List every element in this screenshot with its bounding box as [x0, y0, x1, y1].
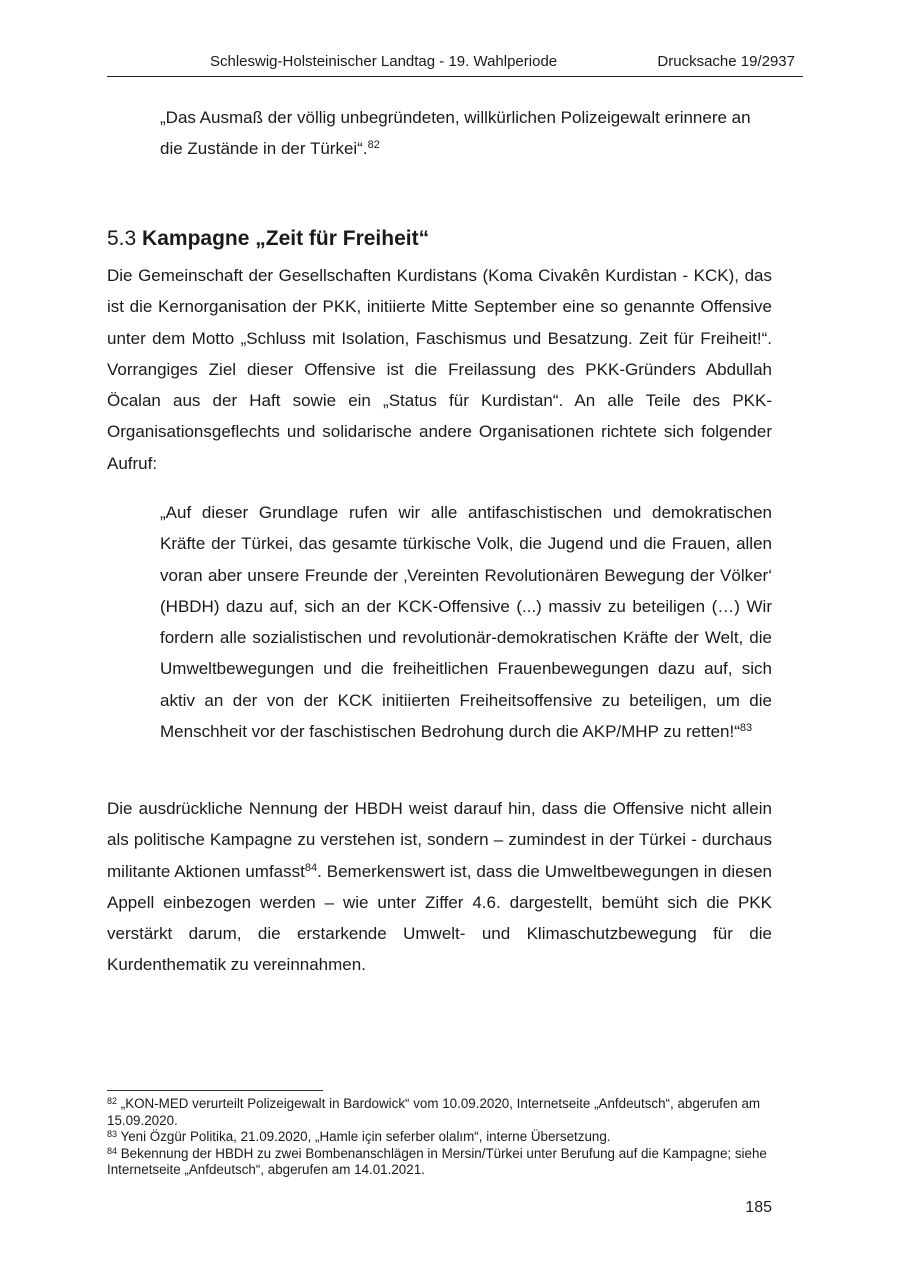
body-paragraph-1: Die Gemeinschaft der Gesellschaften Kurdistans (Koma Civakên Kurdistan - KCK), das ist die Kernorganisation der PKK, initiierte Mitte September eine so genannte Offensive unter dem Motto „Schluss mit Isolation, Faschismus und Besatzung. Zeit für Freiheit!“. Vorrangiges Ziel dieser Offensive ist die Freilassung des PKK-Gründers Abdullah Öcalan aus der Haft sowie ein „Status für Kurdistan“. An alle Teile des PKK-Organisationsgeflechts und solidarische andere Organisationen richtete sich folgender Aufruf:	[107, 266, 772, 473]
intro-quote	[160, 102, 772, 165]
footnote-number: 83	[107, 1129, 118, 1139]
page-header	[107, 52, 803, 77]
footnote-83	[107, 1129, 772, 1146]
header-document-reference: Drucksache 19/2937	[657, 53, 795, 70]
page-number: 185	[745, 1199, 772, 1216]
footnote-text: Yeni Özgür Politika, 21.09.2020, „Hamle için seferber olalım“, interne Übersetzung.	[120, 1129, 611, 1144]
body-paragraph-2-part1: Die ausdrückliche Nennung der HBDH weist darauf hin, dass die Offensive nicht allein als politische Kampagne zu verstehen ist, sondern – zumindest in der Türkei - durchaus militante Aktionen umfasst	[107, 799, 772, 881]
footnote-ref-82[interactable]: 82	[367, 139, 380, 152]
footnote-82	[107, 1096, 772, 1129]
footnote-ref-83[interactable]: 83	[739, 722, 753, 735]
footnote-text: „KON-MED verurteilt Polizeigewalt in Bardowick“ vom 10.09.2020, Internetseite „Anfdeutsch“, abgerufen am 15.09.2020.	[107, 1096, 761, 1128]
footnote-number: 84	[107, 1145, 118, 1156]
footnotes	[107, 1096, 772, 1179]
footnote-text: Bekennung der HBDH zu zwei Bombenanschlägen in Mersin/Türkei unter Berufung auf die Kampagne; siehe Internetseite „Anfdeutsch“, abgerufen am 14.01.2021.	[107, 1145, 767, 1177]
section-number: 5.3	[107, 227, 137, 250]
footnote-number: 82	[107, 1096, 118, 1106]
section-heading	[107, 225, 429, 253]
call-quote	[160, 497, 772, 747]
body-paragraph-2	[107, 793, 772, 981]
header-title: Schleswig-Holsteinischer Landtag - 19. Wahlperiode	[210, 53, 558, 70]
footnote-ref-84[interactable]: 84	[304, 861, 318, 874]
body-paragraph-2-part2: . Bemerkenswert ist, dass die Umweltbewegungen in diesen Appell einbezogen werden – wie unter Ziffer 4.6. dargestellt, bemüht sich die PKK verstärkt darum, die erstarkende Umwelt- und Klimaschutzbewegung für die Kurdenthematik zu vereinnahmen.	[107, 861, 772, 975]
footnote-84	[107, 1146, 772, 1179]
section-title: Kampagne „Zeit für Freiheit“	[142, 227, 430, 250]
footnote-divider	[107, 1090, 323, 1091]
call-quote-text: „Auf dieser Grundlage rufen wir alle antifaschistischen und demokratischen Kräfte der Türkei, das gesamte türkische Volk, die Jugend und die Frauen, allen voran aber unsere Freunde der ‚Vereinten Revolutionären Bewegung der Völker‘ (HBDH) dazu auf, sich an der KCK-Offensive (...) massiv zu beteiligen (…) Wir fordern alle sozialistischen und revolutionär-demokratischen Kräfte der Welt, die Umweltbewegungen und die freiheitlichen Frauenbewegungen dazu auf, sich aktiv an der von der KCK initiierten Freiheitsoffensive zu beteiligen, um die Menschheit vor der faschistischen Bedrohung durch die AKP/MHP zu retten!“	[160, 503, 772, 742]
intro-quote-text: „Das Ausmaß der völlig unbegründeten, willkürlichen Polizeigewalt erinnere an die Zustände in der Türkei“.	[160, 108, 751, 159]
